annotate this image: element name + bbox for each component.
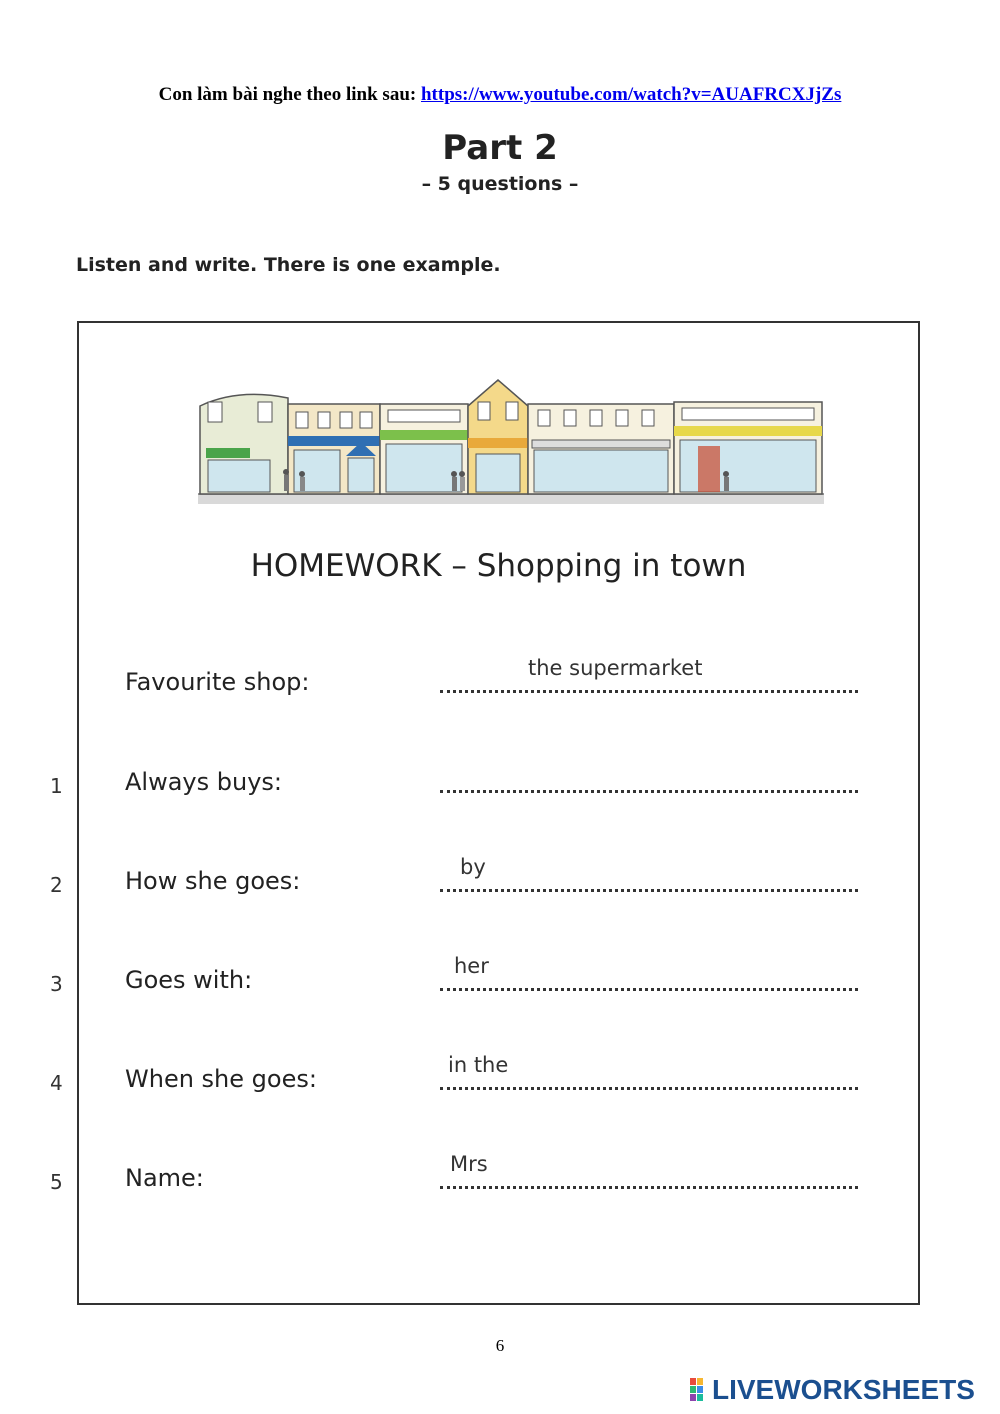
youtube-link[interactable]: https://www.youtube.com/watch?v=AUAFRCXJjZs: [420, 84, 842, 105]
row-label: How she goes:: [125, 867, 301, 895]
part-subtitle: – 5 questions –: [421, 173, 579, 195]
question-number: 4: [50, 1071, 63, 1095]
row-label: Always buys:: [125, 768, 282, 796]
shop-street-illustration: [198, 376, 824, 504]
question-row-1: [0, 756, 1000, 816]
answer-dotted-line[interactable]: [440, 790, 858, 793]
example-row: [0, 656, 1000, 716]
answer-dotted-line[interactable]: [440, 889, 858, 892]
row-label: Name:: [125, 1164, 204, 1192]
answer-dotted-line[interactable]: [440, 988, 858, 991]
question-number: 2: [50, 873, 63, 897]
row-label: Goes with:: [125, 966, 253, 994]
answer-prefix: in the: [448, 1053, 509, 1077]
worksheet-title: HOMEWORK – Shopping in town: [250, 548, 747, 584]
answer-prefix: by: [460, 855, 486, 879]
page-number: 6: [495, 1336, 505, 1355]
question-row-2: [0, 855, 1000, 915]
row-label: Favourite shop:: [125, 668, 310, 696]
header-prefix: Con làm bài nghe theo link sau:: [158, 84, 417, 105]
brand-text: LIVEWORKSHEETS: [712, 1374, 975, 1405]
part-title: Part 2: [442, 128, 558, 168]
row-label: When she goes:: [125, 1065, 317, 1093]
instructions: Listen and write. There is one example.: [76, 254, 501, 276]
answer-input[interactable]: the supermarket: [528, 656, 703, 680]
question-number: 1: [50, 774, 63, 798]
liveworksheets-brand: [690, 1374, 990, 1406]
answer-prefix: Mrs: [450, 1152, 488, 1176]
question-row-4: [0, 1053, 1000, 1113]
answer-dotted-line: [440, 690, 858, 693]
answer-dotted-line[interactable]: [440, 1087, 858, 1090]
answer-prefix: her: [454, 954, 489, 978]
question-row-3: [0, 954, 1000, 1014]
header-instruction: [0, 84, 1000, 106]
answer-dotted-line[interactable]: [440, 1186, 858, 1189]
liveworksheets-logo-icon: [690, 1378, 710, 1402]
question-number: 5: [50, 1170, 63, 1194]
question-row-5: [0, 1152, 1000, 1212]
question-number: 3: [50, 972, 63, 996]
